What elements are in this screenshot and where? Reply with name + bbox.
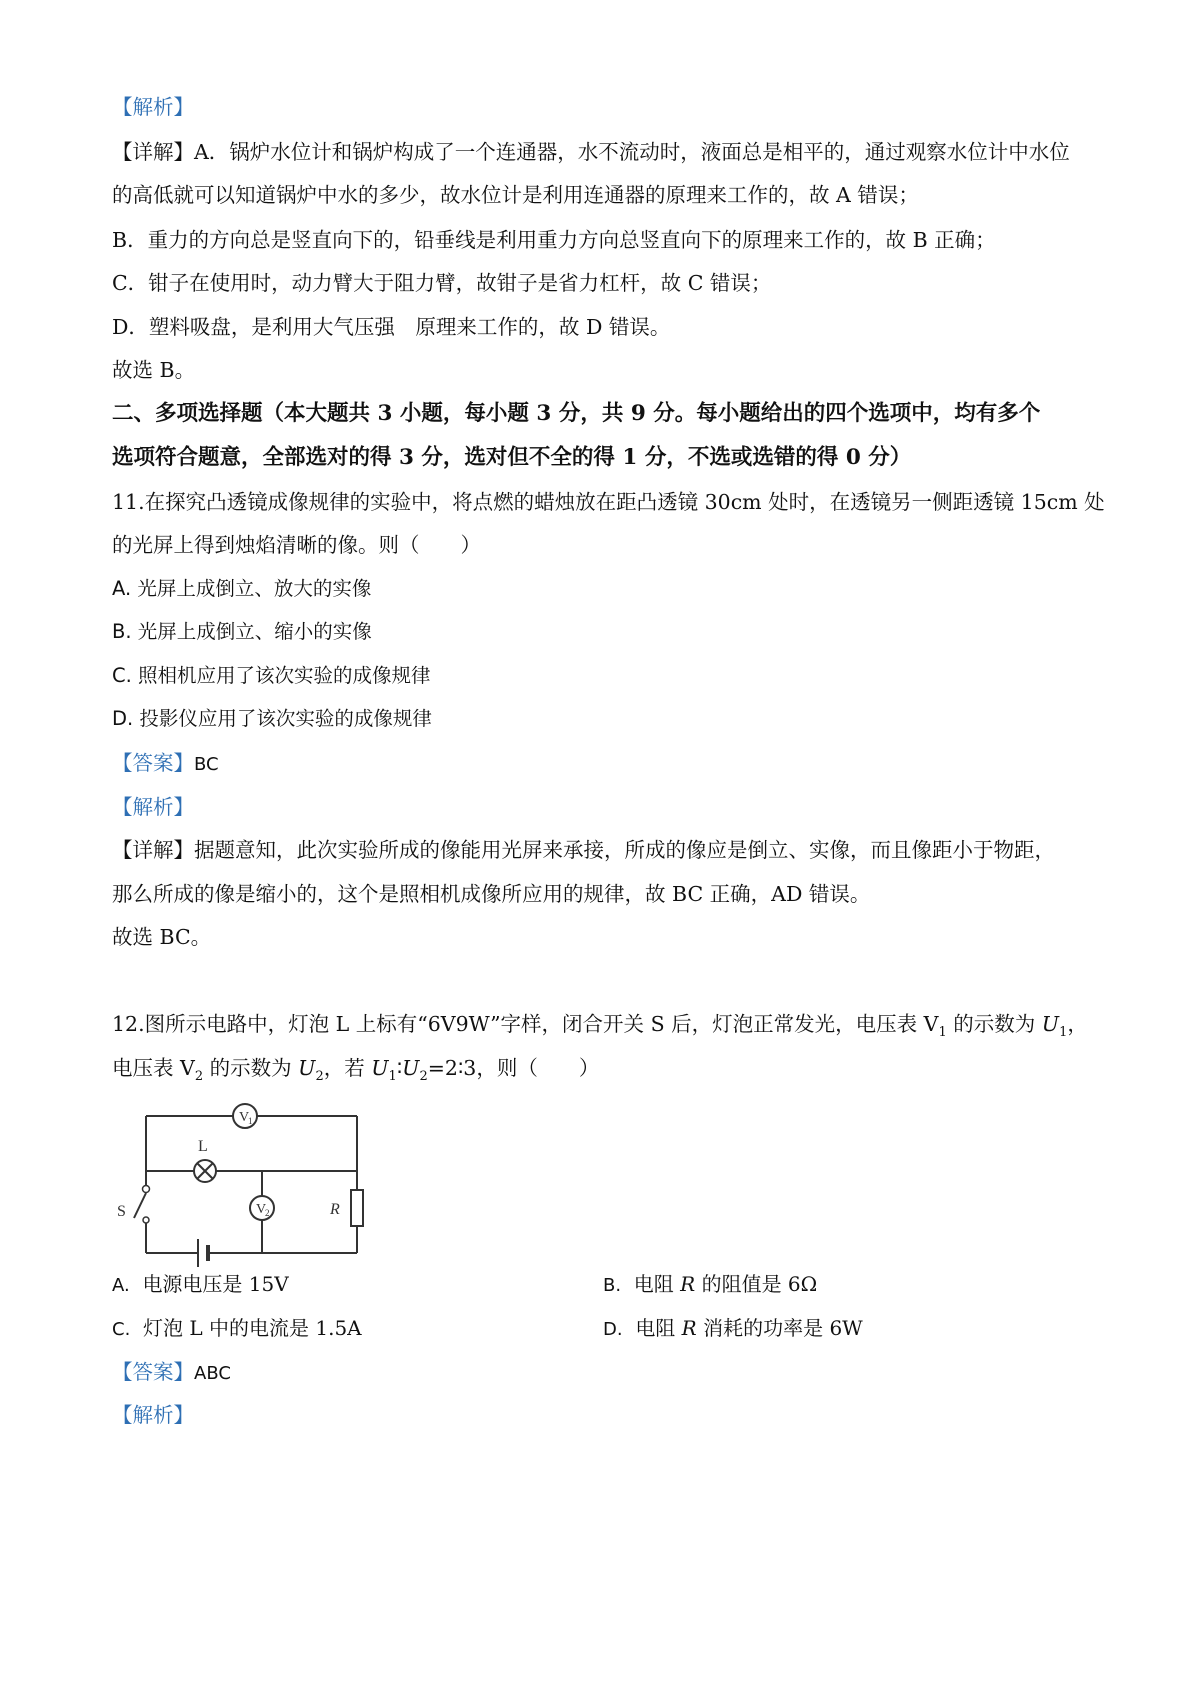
detail-line: C．钳子在使用时，动力臂大于阻力臂，故钳子是省力杠杆，故 C 错误； xyxy=(112,271,772,295)
answer-line xyxy=(112,1357,1102,1389)
option-b: B. 光屏上成倒立、缩小的实像 xyxy=(112,620,372,643)
lamp-symbol xyxy=(194,1138,216,1182)
svg-text:1: 1 xyxy=(248,1116,253,1126)
question-12-text: 电压表 $V_2$ 的示数为 $U_2$，若 $U_1∶U_2=2∶3$，则（ ） xyxy=(112,1056,600,1085)
detail-line: 那么所成的像是缩小的，这个是照相机成像所应用的规律，故 BC 正确，AD 错误。 xyxy=(112,882,871,906)
analysis-heading: 【解析】 xyxy=(112,95,194,119)
circuit-diagram xyxy=(112,1098,372,1273)
svg-text:V: V xyxy=(256,1202,267,1217)
option-d: D. 投影仪应用了该次实验的成像规律 xyxy=(112,707,432,730)
voltmeter-v2 xyxy=(250,1196,274,1220)
section-heading: 二、多项选择题（本大题共 3 小题，每小题 3 分，共 9 分。每小题给出的四个选项中，均有多个 xyxy=(112,401,1041,426)
option-c: C. 灯泡 L 中的电流是 1.5A xyxy=(112,1316,362,1340)
answer-label: 【答案】 xyxy=(112,1360,194,1384)
selection-line: 故选 B。 xyxy=(112,358,196,382)
svg-text:S: S xyxy=(117,1203,126,1220)
answer-value: BC xyxy=(194,754,219,775)
answer-label: 【答案】 xyxy=(112,751,194,775)
analysis-heading: 【解析】 xyxy=(112,1403,194,1427)
detail-line: D．塑料吸盘，是利用大气压强 原理来工作的，故 D 错误。 xyxy=(112,315,671,339)
detail-line: B．重力的方向总是竖直向下的，铅垂线是利用重力方向总竖直向下的原理来工作的，故 B 正确； xyxy=(112,228,996,252)
option-c: C. 照相机应用了该次实验的成像规律 xyxy=(112,664,431,687)
svg-text:L: L xyxy=(198,1138,208,1155)
battery-symbol xyxy=(198,1239,208,1267)
section-heading: 选项符合题意，全部选对的得 3 分，选对但不全的得 1 分，不选或选错的得 0 分） xyxy=(112,445,912,470)
question-11-text: 11.在探究凸透镜成像规律的实验中，将点燃的蜡烛放在距凸透镜 30cm 处时，在透镜另一侧距透镜 15cm 处 xyxy=(112,490,1105,514)
detail-line: 【详解】A．锅炉水位计和锅炉构成了一个连通器，水不流动时，液面总是相平的，通过观察水位计中水位 xyxy=(112,140,1070,164)
option-d: D. 电阻 R 消耗的功率是 6W xyxy=(603,1316,863,1340)
question-11-text: 的光屏上得到烛焰清晰的像。则（ ） xyxy=(112,533,481,557)
analysis-heading: 【解析】 xyxy=(112,795,194,819)
option-a: A. 电源电压是 15V xyxy=(112,1272,289,1296)
svg-text:R: R xyxy=(330,1201,340,1218)
voltmeter-v1 xyxy=(233,1104,257,1128)
question-12-text: 12.图所示电路中，灯泡 L 上标有“6V9W”字样，闭合开关 S 后，灯泡正常发光，电压表 $V_1$ 的示数为 $U_1$， xyxy=(112,1012,1088,1041)
detail-line: 的高低就可以知道锅炉中水的多少，故水位计是利用连通器的原理来工作的，故 A 错误； xyxy=(112,183,919,207)
detail-line: 【详解】据题意知，此次实验所成的像能用光屏来承接，所成的像应是倒立、实像，而且像距小于物距， xyxy=(112,838,1055,862)
selection-line: 故选 BC。 xyxy=(112,925,212,949)
svg-text:2: 2 xyxy=(265,1208,270,1218)
svg-text:V: V xyxy=(239,1110,250,1125)
answer-value: ABC xyxy=(194,1363,231,1384)
option-b: B. 电阻 R 的阻值是 6Ω xyxy=(603,1272,818,1296)
option-a: A. 光屏上成倒立、放大的实像 xyxy=(112,577,372,600)
answer-line xyxy=(112,748,1102,780)
resistor-symbol xyxy=(329,1190,363,1226)
